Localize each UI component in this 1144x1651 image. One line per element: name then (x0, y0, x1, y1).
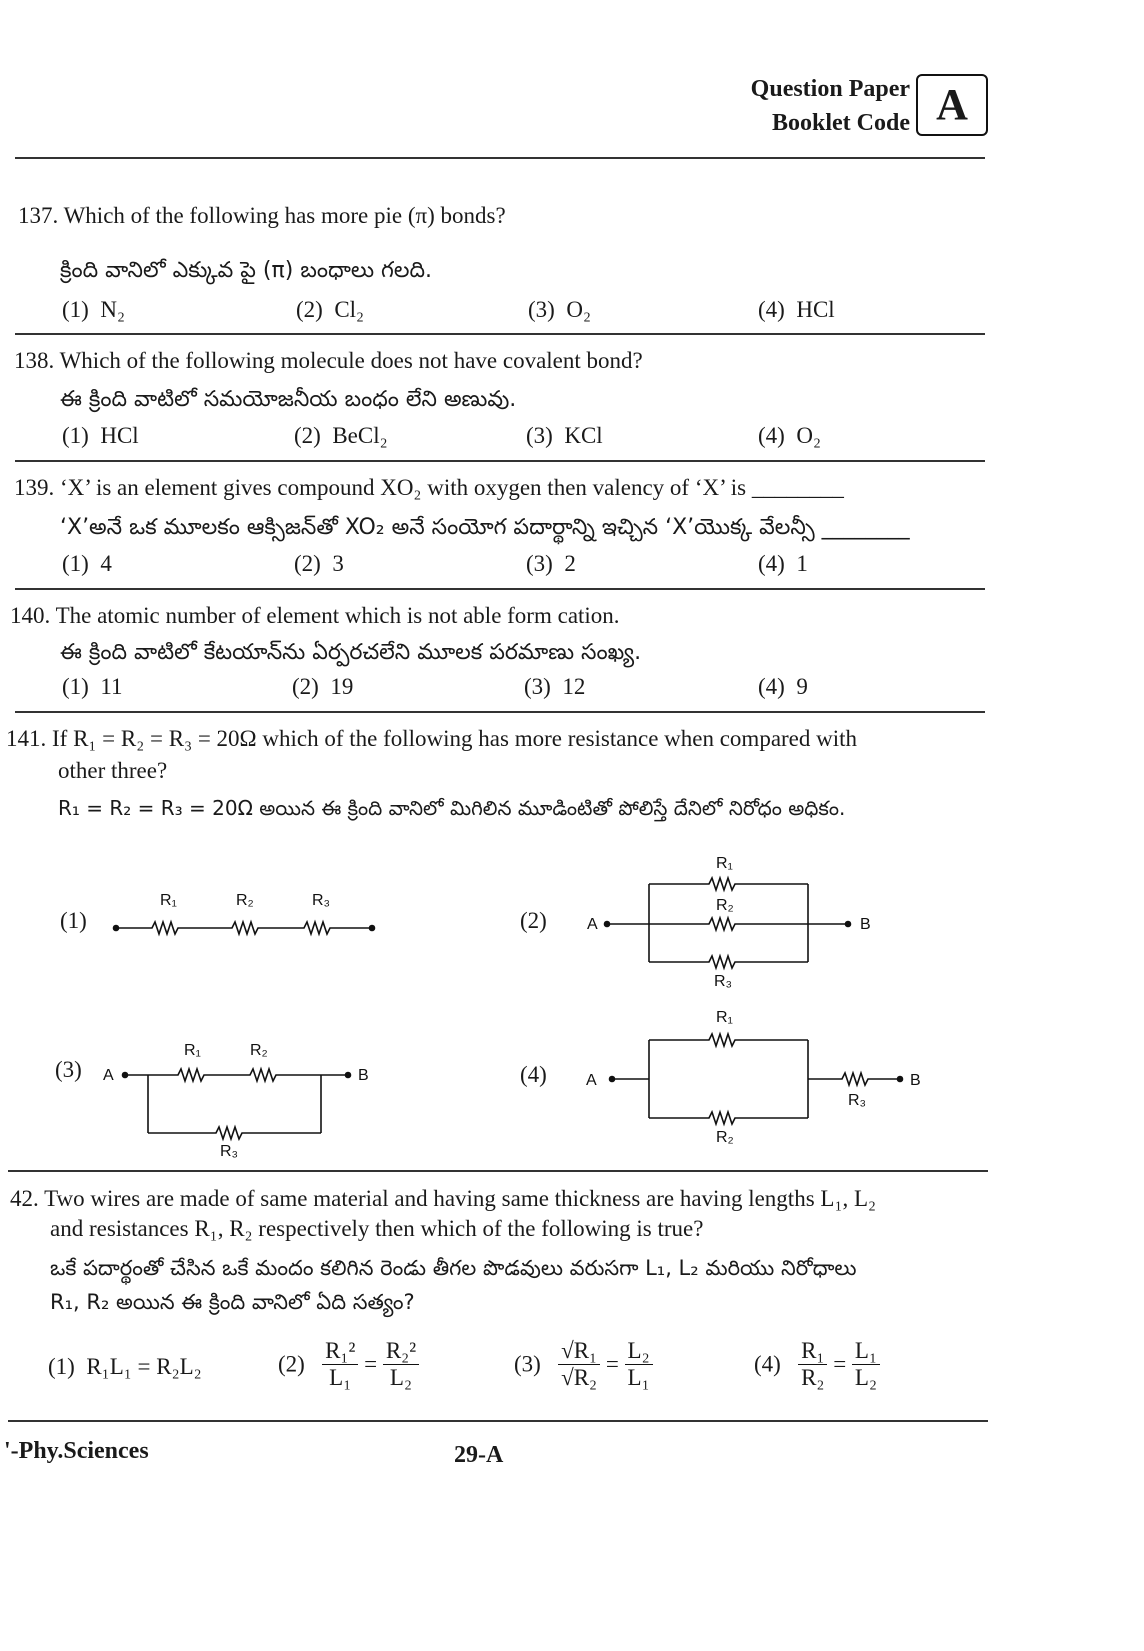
circuit-1-r3-label: R₃ (312, 892, 331, 909)
circuit-3-r2-label: R₂ (250, 1042, 268, 1059)
q142-option-2[interactable]: (2) $\frac{\text{R₁²}}{\text{L₁}}$ = $\frac{\text{R₂²}}{\text{L₂}}$ (278, 1338, 419, 1391)
q137-text-te: క్రింది వానిలో ఎక్కువ పై (π) బంధాలు గలది. (60, 258, 433, 283)
q142-option-1[interactable]: (1) R₁L₁ = R₂L₂ (48, 1354, 202, 1379)
circuit-4-r1-label: R₁ (716, 1009, 733, 1026)
circuit-2-r3 (705, 956, 739, 968)
circuit-3-b-label: B (358, 1067, 369, 1084)
q139-option-2[interactable]: (2) 3 (294, 551, 344, 576)
q142-number: 42. (10, 1186, 39, 1211)
q138-option-2[interactable]: (2) BeCl₂ (294, 423, 388, 448)
circuit-2-r1-label: R₁ (716, 855, 733, 872)
footer-divider (8, 1420, 988, 1422)
circuit-4-r3 (838, 1073, 872, 1085)
q138-option-3[interactable]: (3) KCl (526, 423, 603, 448)
circuit-1-r1-label: R₁ (160, 892, 177, 909)
q141-option-1-label[interactable]: (1) (60, 908, 87, 933)
q140-option-4[interactable]: (4) 9 (758, 674, 808, 699)
header-line-1: Question Paper (750, 76, 910, 102)
q139-text-en: ‘X’ is an element gives compound XO₂ with oxygen then valency of ‘X’ is ________ (60, 475, 844, 500)
circuit-3-mixed[interactable] (123, 1069, 351, 1139)
q141-option-4-label[interactable]: (4) (520, 1062, 547, 1087)
q137-option-1[interactable]: (1) N₂ (62, 297, 125, 322)
circuit-4-r2 (705, 1112, 739, 1124)
q137-option-3[interactable]: (3) O₂ (528, 297, 591, 322)
q137-text-en: Which of the following has more pie (π) bonds? (63, 203, 506, 228)
circuit-2-a-label: A (587, 916, 598, 933)
circuit-3-r3-label: R₃ (220, 1143, 239, 1160)
q138-option-1[interactable]: (1) HCl (62, 423, 139, 448)
circuit-2-r2-label: R₂ (716, 897, 734, 914)
q141-option-3-label[interactable]: (3) (55, 1057, 82, 1082)
booklet-code-box: A (916, 74, 988, 136)
circuit-3-r3 (212, 1127, 246, 1139)
q138-text-en: Which of the following molecule does not have covalent bond? (59, 348, 643, 373)
q142-text-te-2: R₁, R₂ అయిన ఈ క్రింది వానిలో ఏది సత్యం? (50, 1290, 415, 1314)
q140-number: 140. (10, 603, 51, 628)
q140-text-te: ఈ క్రింది వాటిలో కేటయాన్‌ను ఏర్పరచలేని మూలక పరమాణు సంఖ్య. (60, 640, 642, 665)
q138-text-te: ఈ క్రింది వాటిలో సమయోజనీయ బంధం లేని అణువు. (60, 387, 517, 412)
q137-number: 137. (18, 203, 59, 228)
q140-option-2[interactable]: (2) 19 (292, 674, 354, 699)
circuit-1-r3 (300, 922, 334, 934)
q142-option-4[interactable]: (4) $\frac{\text{R₁}}{\text{R₂}}$ = $\frac{\text{L₁}}{\text{L₂}}$ (754, 1338, 880, 1391)
circuit-2-parallel[interactable] (605, 878, 851, 968)
circuit-2-r3-label: R₃ (714, 973, 733, 990)
q140-text-en: The atomic number of element which is not able form cation. (55, 603, 620, 628)
circuit-3-r1-label: R₁ (184, 1042, 201, 1059)
q139-option-4[interactable]: (4) 1 (758, 551, 808, 576)
circuit-2-r1 (705, 878, 739, 890)
circuit-1-terminal-right (370, 926, 375, 931)
q139-option-1[interactable]: (1) 4 (62, 551, 112, 576)
q139-text-te: ‘X’అనే ఒక మూలకం ఆక్సిజన్‌తో XO₂ అనే సంయోగ పదార్థాన్ని ఇచ్చిన ‘X’యొక్క వేలన్సీ ________ (60, 515, 910, 540)
circuit-4-a-label: A (586, 1072, 597, 1089)
circuit-4-r1 (705, 1034, 739, 1046)
q139-option-3[interactable]: (3) 2 (526, 551, 576, 576)
footer-subject: '-Phy.Sciences (4, 1438, 149, 1464)
circuit-3-a-label: A (103, 1067, 114, 1084)
q141-option-2-label[interactable]: (2) (520, 908, 547, 933)
q138-number: 138. (14, 348, 55, 373)
q142-text-en-2: and resistances R₁, R₂ respectively then which of the following is true? (50, 1216, 704, 1241)
circuit-2-r2 (705, 918, 739, 930)
circuit-4-mixed[interactable] (610, 1034, 903, 1124)
q142-text-en-1: Two wires are made of same material and having same thickness are having lengths L₁, L₂ (44, 1186, 877, 1211)
q141-number: 141. (6, 726, 47, 751)
divider-141 (8, 1170, 988, 1172)
circuit-1-r2-label: R₂ (236, 892, 254, 909)
circuit-1-series[interactable] (114, 922, 375, 934)
q141-text-en-2: other three? (58, 758, 168, 783)
circuit-3-r1 (174, 1069, 208, 1081)
q140-option-1[interactable]: (1) 11 (62, 674, 123, 699)
circuit-4-r3-label: R₃ (848, 1092, 867, 1109)
circuit-4-b-label: B (910, 1072, 921, 1089)
q142-option-3[interactable]: (3) $\frac{\text{√R₁}}{\text{√R₂}}$ = $\frac{\text{L₂}}{\text{L₁}}$ (514, 1338, 653, 1391)
footer-page-number: 29-A (454, 1442, 504, 1468)
q139-number: 139. (14, 475, 55, 500)
circuit-1-r1 (148, 922, 182, 934)
header-line-2: Booklet Code (772, 110, 910, 136)
q138-option-4[interactable]: (4) O₂ (758, 423, 821, 448)
circuit-3-r2 (246, 1069, 280, 1081)
circuit-1-r2 (228, 922, 262, 934)
q141-text-en-1: If R₁ = R₂ = R₃ = 20Ω which of the following has more resistance when compared with (52, 726, 858, 751)
q137-option-4[interactable]: (4) HCl (758, 297, 835, 322)
q137-option-2[interactable]: (2) Cl₂ (296, 297, 365, 322)
circuit-2-b-label: B (860, 916, 871, 933)
q140-option-3[interactable]: (3) 12 (524, 674, 586, 699)
q141-text-te: R₁ = R₂ = R₃ = 20Ω అయిన ఈ క్రింది వానిలో మిగిలిన మూడింటితో పోలిస్తే దేనిలో నిరోధం అధికం. (58, 796, 846, 820)
q142-text-te-1: ఒకే పదార్థంతో చేసిన ఒకే మందం కలిగిన రెండు తీగల పొడవులు వరుసగా L₁, L₂ మరియు నిరోధాలు (50, 1256, 857, 1280)
q142-question (10, 1186, 876, 1212)
circuit-4-r2-label: R₂ (716, 1129, 734, 1146)
